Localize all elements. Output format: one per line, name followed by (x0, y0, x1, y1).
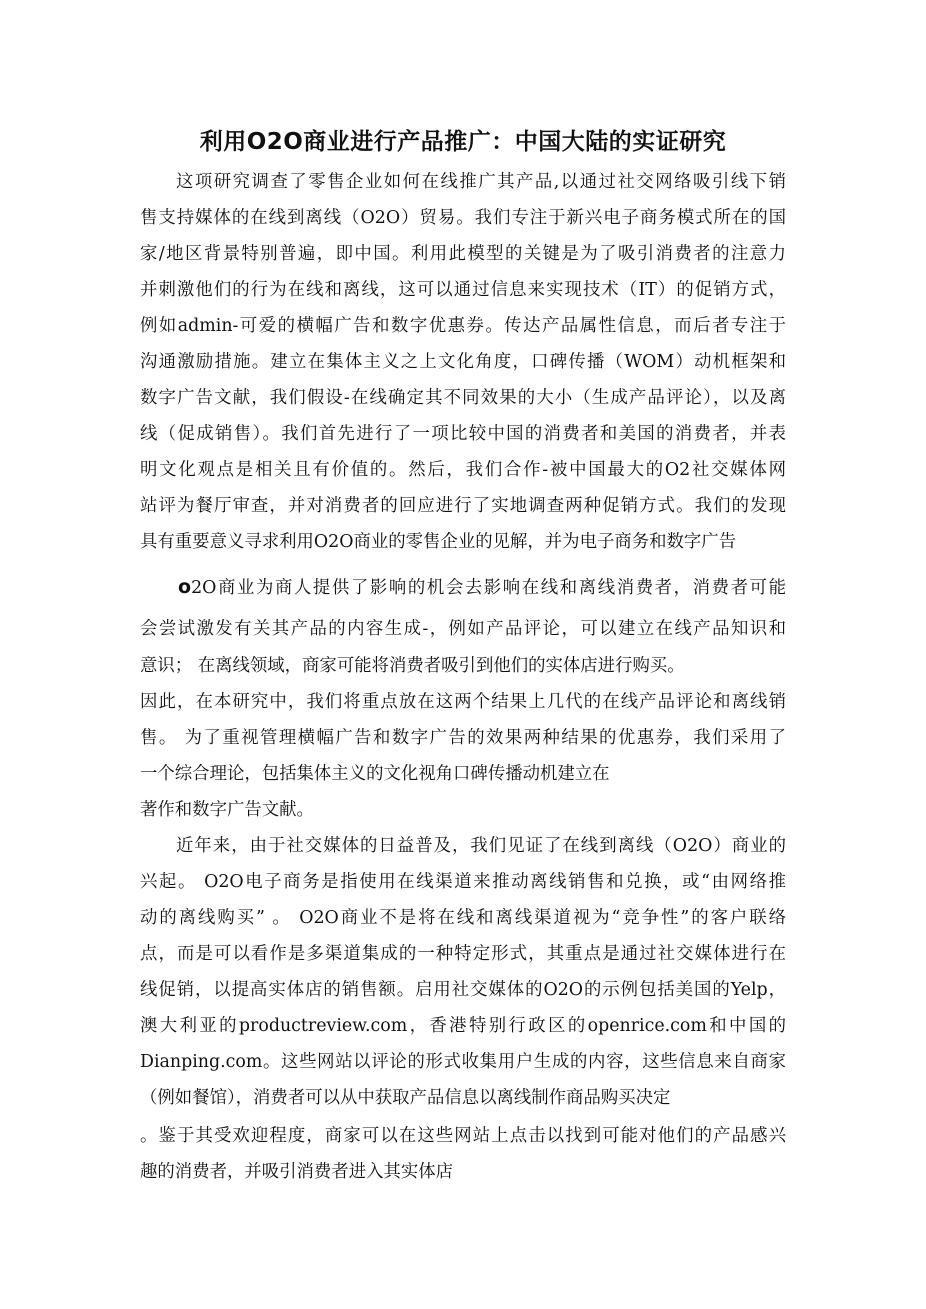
text-line: 意识； 在离线领域，商家可能将消费者吸引到他们的实体店进行购买。 (140, 656, 685, 676)
text-line: （例如餐馆），消费者可以从中获取产品信息以离线制作商品购买决定 (140, 1088, 671, 1108)
text-line: 会尝试激发有关其产品的内容生成-，例如产品评论，可以建立在线产品知识和 (140, 619, 786, 639)
text-line: 售支持媒体的在线到离线（O2O）贸易。我们专注于新兴电子商务模式所在的国 (140, 208, 786, 228)
text-line-lead (178, 575, 786, 600)
text-line: 兴起。 O2O电子商务是指使用在线渠道来推动离线销售和兑换，或“由网络推 (140, 872, 786, 892)
text-line: 数字广告文献，我们假设-在线确定其不同效果的大小（生成产品评论），以及离 (140, 388, 786, 408)
text-line: 一个综合理论，包括集体主义的文化视角口碑传播动机建立在 (140, 764, 610, 784)
text-line: 沟通激励措施。建立在集体主义之上文化角度，口碑传播（WOM）动机框架和 (140, 352, 786, 372)
text-line-rest: 2O商业为商人提供了影响的机会去影响在线和离线消费者，消费者可能 (191, 578, 786, 598)
text-line: 动的离线购买” 。 O2O商业不是将在线和离线渠道视为“竞争性”的客户联络 (140, 908, 786, 928)
document-title: 利用O2O商业进行产品推广：中国大陆的实证研究 (199, 129, 727, 155)
text-line: 具有重要意义寻求利用O2O商业的零售企业的见解，并为电子商务和数字广告 (140, 532, 737, 552)
text-line: 近年来，由于社交媒体的日益普及，我们见证了在线到离线（O2O）商业的 (176, 836, 786, 856)
text-line: 。鉴于其受欢迎程度，商家可以在这些网站上点击以找到可能对他们的产品感兴 (140, 1126, 786, 1146)
text-line: 澳大利亚的productreview.com，香港特别行政区的openrice.com和中国的 (140, 1016, 786, 1036)
text-line: 趣的消费者，并吸引消费者进入其实体店 (140, 1162, 454, 1182)
text-line: 线（促成销售）。我们首先进行了一项比较中国的消费者和美国的消费者，并表 (140, 424, 786, 444)
text-line: 因此，在本研究中，我们将重点放在这两个结果上几代的在线产品评论和离线销 (140, 692, 786, 712)
text-line: Dianping.com。这些网站以评论的形式收集用户生成的内容，这些信息来自商家 (140, 1052, 786, 1072)
text-line: 明文化观点是相关且有价值的。然后，我们合作-被中国最大的O2社交媒体网 (140, 460, 786, 480)
lead-letter: o (178, 576, 192, 598)
text-line: 点，而是可以看作是多渠道集成的一种特定形式，其重点是通过社交媒体进行在 (140, 944, 786, 964)
text-line: 例如admin-可爱的横幅广告和数字优惠券。传达产品属性信息，而后者专注于 (140, 316, 786, 336)
text-line: 售。 为了重视管理横幅广告和数字广告的效果两种结果的优惠券，我们采用了 (140, 728, 786, 748)
text-line: 并刺激他们的行为在线和离线，这可以通过信息来实现技术（IT）的促销方式， (140, 280, 786, 300)
text-line: 站评为餐厅审查，并对消费者的回应进行了实地调查两种促销方式。我们的发现 (140, 496, 786, 516)
text-line: 这项研究调查了零售企业如何在线推广其产品,以通过社交网络吸引线下销 (176, 172, 786, 192)
text-line: 著作和数字广告文献。 (140, 800, 314, 820)
text-line: 家/地区背景特别普遍，即中国。利用此模型的关键是为了吸引消费者的注意力 (140, 244, 786, 264)
text-line: 线促销，以提高实体店的销售额。启用社交媒体的O2O的示例包括美国的Yelp， (140, 980, 786, 1000)
